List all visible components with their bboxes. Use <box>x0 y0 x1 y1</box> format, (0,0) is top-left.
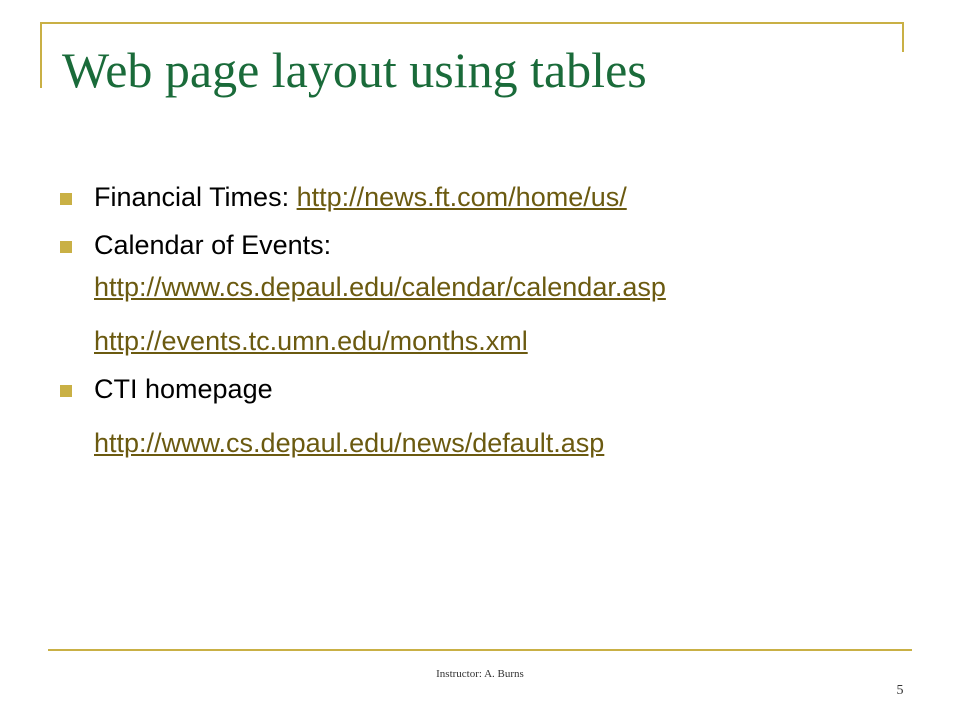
footer-instructor: Instructor: A. Burns <box>436 668 524 680</box>
bullet-icon <box>60 193 72 205</box>
bullet-label: Calendar of Events: <box>94 230 332 260</box>
bullet-label: CTI homepage <box>94 374 273 404</box>
frame-top-border <box>40 22 904 24</box>
bullet-icon <box>60 241 72 253</box>
bullet-list <box>60 176 920 464</box>
slide-title: Web page layout using tables <box>62 42 647 98</box>
financial-times-link[interactable]: http://news.ft.com/home/us/ <box>296 182 627 212</box>
bullet-label: Financial Times: <box>94 182 290 212</box>
bullet-item-financial-times <box>60 176 920 218</box>
umn-events-link[interactable]: http://events.tc.umn.edu/months.xml <box>94 326 528 356</box>
frame-left-border <box>40 22 42 88</box>
page-number: 5 <box>896 683 904 698</box>
cti-homepage-link[interactable]: http://www.cs.depaul.edu/news/default.asp <box>94 428 605 458</box>
bullet-icon <box>60 385 72 397</box>
events-link-row <box>60 320 920 362</box>
bullet-item-calendar <box>60 224 920 266</box>
depaul-calendar-link[interactable]: http://www.cs.depaul.edu/calendar/calendar.asp <box>94 272 666 302</box>
frame-right-border <box>902 22 904 52</box>
calendar-link-row <box>60 266 920 308</box>
bullet-item-cti-homepage <box>60 368 920 410</box>
footer-divider <box>48 649 912 651</box>
cti-link-row <box>60 422 920 464</box>
